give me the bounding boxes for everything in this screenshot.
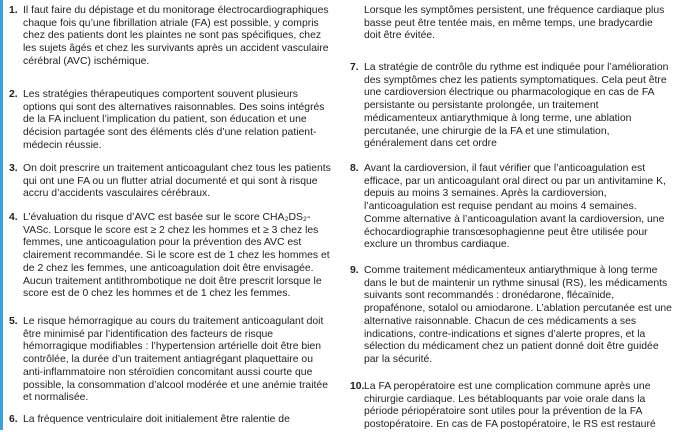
item-number: 2. [9,89,18,100]
item-text: Avant la cardioversion, il faut vérifier que l’anticoagulation est efficace, par un anticoagulant oral direct ou par un antivitamine K, depuis au moins 3 semaines. Après la cardioversion, l’anticoagulation est requise pendant au moins 4 semaines. Comme alternative à l’anticoagulation avant la cardioversion, une échocardiographie transœsophagienne peut être utilisée pour exclure un thrombus cardiaque. [364,163,666,251]
item-number: 7. [350,62,359,73]
item-text: Le risque hémorragique au cours du traitement anticoagulant doit être minimisé par l’identification des facteurs de risque hémorragique modifiables : l’hypertension artérielle doit être bien contrôlée, la durée d’un traitement antiagrégant plaquettaire ou anti-inflammatoire non stéroïdien concomitant aussi courte que possible, la consommation d’alcool modérée et une anémie traitée et normalisée. [23,316,328,404]
list-item-5 [9,316,331,405]
item-number: 10. [350,381,365,392]
item-number: 8. [350,163,359,174]
list-item-4 [9,212,331,301]
item-text: L’évaluation du risque d’AVC est basée sur le score CHA₂DS₂-VASc. Lorsque le score est ≥ 2 chez les hommes et ≥ 3 chez les femmes, une anticoagulation pour la prévention des AVC est clairement recommandée. Si le score est de 1 chez les hommes et de 2 chez les femmes, une anticoagulation doit être envisagée. Aucun traitement antithrombotique ne doit être prescrit lorsque le score est de 0 chez les hommes et de 1 chez les femmes. [23,212,330,300]
item-number: 3. [9,163,18,174]
item-number: 4. [9,212,18,223]
list-item-9 [350,265,672,367]
list-item-1 [9,5,331,69]
item-text: Comme traitement médicamenteux antiarythmique à long terme dans le but de maintenir un rythme sinusal (RS), les médicaments suivants sont recommandés : dronédarone, flécaïnide, propafénone, sotalol ou amiodarone. L’ablation percutanée est une alternative raisonnable. Chacun de ces médicaments a ses indications, contre-indications et signes d’alerte propres, et la sélection du médicament chez un patient donné doit être guidée par la sécurité. [364,265,672,365]
list-item-3 [9,163,331,201]
item-text: La FA peropératoire est une complication commune après une chirurgie cardiaque. Les bétabloquants par voie orale dans la période périopératoire sont utiles pour la prévention de la FA postopératoire. En cas de FA postopératoire, le RS est restauré [364,381,656,431]
item-number: 6. [9,414,18,425]
list-item-6-continued [350,5,672,43]
list-item-8 [350,163,672,252]
item-number: 1. [9,5,18,16]
list-item-7 [350,62,672,151]
list-item-2 [9,89,331,153]
item-text: On doit prescrire un traitement anticoagulant chez tous les patients qui ont une FA ou un flutter atrial documenté et qui sont à risque accru d’accidents vasculaires cérébraux. [23,163,331,200]
list-item-10 [350,381,672,432]
item-text: La stratégie de contrôle du rythme est indiquée pour l’amélioration des symptômes chez les patients symptomatiques. Cela peut être une cardioversion électrique ou pharmacologique en cas de FA persistante ou persistante prolongée, un traitement médicamenteux antiarythmique à long terme, une ablation percutanée, une chirurgie de la FA et une stimulation, généralement dans cet ordre [364,62,669,150]
item-number: 9. [350,265,359,276]
item-text: Il faut faire du dépistage et du monitorage électrocardiographiques chaque fois qu’une fibrillation atriale (FA) est possible, y compris chez des patients dont les plaintes ne sont pas spécifiques, chez les sujets âgés et chez les survivants après un accident vasculaire cérébral (AVC) ischémique. [23,5,329,67]
item-text: La fréquence ventriculaire doit initialement être ralentie de [23,414,290,425]
item-text: Lorsque les symptômes persistent, une fréquence cardiaque plus basse peut être tentée mais, en même temps, une bradycardie doit être évitée. [364,5,665,42]
item-number: 5. [9,316,18,327]
list-item-6 [9,414,331,427]
item-text: Les stratégies thérapeutiques comportent souvent plusieurs options qui sont des alternatives raisonnables. Des soins intégrés de la FA incluent l’implication du patient, son éducation et une décision partagée sont des éléments clés d’une relation patient-médecin réussie. [23,89,325,151]
